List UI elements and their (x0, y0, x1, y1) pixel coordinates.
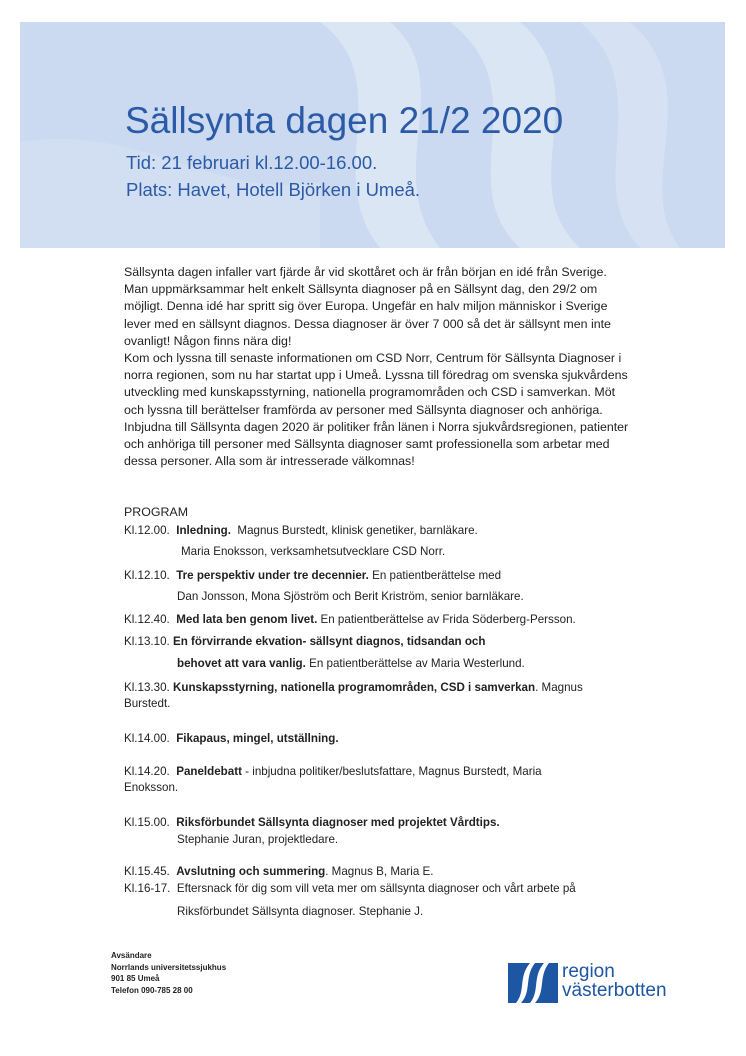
intro-paragraph: Sällsynta dagen infaller vart fjärde år vid skottåret och är från början en idé från Sverige. Man uppmärksammar helt enkelt Sällsynta diagnoser på en Sällsynt dag, den 29/2 om möjligt. Denna idé har spritt sig över Europa. Ungefär en halv miljon människor i Sverige lever med en sällsynt diagnos. Dessa diagnoser är över 7 000 så det är sällsynt men inte ovanligt! Någon finns nära dig! (124, 265, 611, 348)
program-line (124, 865, 433, 878)
program-line (124, 816, 500, 829)
program-line (177, 657, 525, 670)
program-line (124, 781, 178, 794)
program-rest: Enoksson. (124, 781, 179, 794)
program-bold: En förvirrande ekvation- sällsynt diagnos, tidsandan och (173, 635, 486, 648)
sender-label: Avsändare (111, 951, 152, 960)
region-logo-icon (508, 963, 558, 1003)
program-line (124, 765, 542, 778)
program-rest: - inbjudna politiker/beslutsfattare, Magnus Burstedt, Maria (241, 765, 542, 778)
program-line (177, 833, 338, 846)
logo-line-2: västerbotten (562, 980, 667, 1001)
program-line (124, 882, 576, 895)
program-line (124, 635, 485, 648)
header-banner (20, 22, 725, 248)
sender-address (111, 950, 226, 996)
program-line (124, 697, 170, 710)
program-rest: . Magnus B, Maria E. (325, 865, 434, 878)
program-rest: En patientberättelse av Frida Söderberg-Persson. (317, 613, 576, 626)
program-rest: Eftersnack för dig som vill veta mer om sällsynta diagnoser och vårt arbete på (176, 882, 576, 895)
program-bold: behovet att vara vanlig. (177, 657, 306, 670)
program-line (124, 681, 583, 694)
sender-org: Norrlands universitetssjukhus (111, 962, 227, 972)
program-rest: Magnus Burstedt, klinisk genetiker, barnläkare. (230, 524, 478, 537)
program-bold: Riksförbundet Sällsynta diagnoser med projektet Vårdtips. (176, 816, 500, 829)
page-title: Sällsynta dagen 21/2 2020 (125, 100, 564, 141)
program-rest: . Magnus (535, 681, 583, 694)
program-time: Kl.14.00. (124, 732, 177, 745)
program-time: Kl.15.45. (124, 865, 177, 878)
program-line (177, 590, 524, 603)
intro-paragraph: Kom och lyssna till senaste informationen om CSD Norr, Centrum för Sällsynta Diagnoser i norra regionen, som nu har startat upp i Umeå. Lyssna till föredrag om svenska sjukvårdens utveckling med kunskapsstyrning, nationella programområden och CSD i samverkan. Möt och lyssna till berättelser framförda av personer med Sällsynta diagnoser och anhöriga. (124, 351, 628, 417)
event-place: Plats: Havet, Hotell Björken i Umeå. (126, 179, 421, 200)
logo-text (562, 962, 667, 1000)
program-line (124, 732, 339, 745)
program-time: Kl.12.40. (124, 613, 177, 626)
program-time: Kl.12.10. (124, 569, 177, 582)
intro-paragraph: Inbjudna till Sällsynta dagen 2020 är politiker från länen i Norra sjukvårdsregionen, patienter och anhöriga till personer med Sällsynta diagnoser samt professionella som arbetar med dessa personer. Alla som är intresserade välkomnas! (124, 419, 629, 469)
program-time: Kl.13.30. (124, 681, 173, 694)
program-heading: PROGRAM (124, 505, 189, 519)
program-rest: Stephanie Juran, projektledare. (177, 833, 339, 846)
program-bold: Med lata ben genom livet. (176, 613, 318, 626)
program-time: Kl.16-17. (124, 882, 177, 895)
program-line (124, 569, 501, 582)
program-bold: Fikapaus, mingel, utställning. (176, 732, 339, 745)
program-bold: Tre perspektiv under tre decennier. (176, 569, 369, 582)
intro-text (124, 264, 634, 470)
sender-postal: 901 85 Umeå (111, 974, 160, 983)
program-line (124, 524, 478, 537)
sender-phone: Telefon 090-785 28 00 (111, 985, 193, 995)
program-rest: Burstedt. (124, 697, 171, 710)
program-bold: Inledning. (176, 524, 231, 537)
program-rest: Maria Enoksson, verksamhetsutvecklare CSD Norr. (181, 545, 446, 558)
program-line (124, 613, 576, 626)
program-time: Kl.14.20. (124, 765, 177, 778)
program-rest: En patientberättelse med (368, 569, 502, 582)
program-time: Kl.13.10. (124, 635, 173, 648)
program-line (177, 905, 423, 918)
program-bold: Kunskapsstyrning, nationella programområden, CSD i samverkan (173, 681, 536, 694)
program-line (181, 545, 445, 558)
program-rest: Riksförbundet Sällsynta diagnoser. Stephanie J. (177, 905, 424, 918)
event-time: Tid: 21 februari kl.12.00-16.00. (126, 152, 378, 173)
program-bold: Paneldebatt (176, 765, 242, 778)
program-time: Kl.15.00. (124, 816, 177, 829)
program-rest: Dan Jonsson, Mona Sjöström och Berit Kriström, senior barnläkare. (177, 590, 524, 603)
program-rest: En patientberättelse av Maria Westerlund. (305, 657, 525, 670)
program-bold: Avslutning och summering (176, 865, 326, 878)
program-time: Kl.12.00. (124, 524, 177, 537)
logo-line-1: region (562, 961, 615, 982)
